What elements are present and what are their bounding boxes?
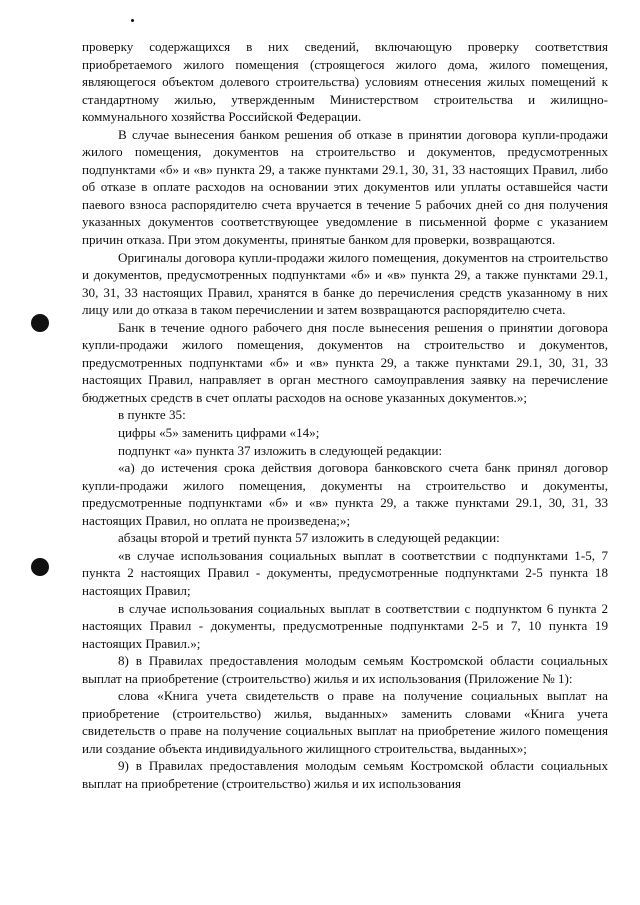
paragraph-2: В случае вынесения банком решения об отказе в принятии договора купли-продажи жилого помещения, документов на строительство и документов, предусмотренных подпунктами «б» и «в» пункта 29, а также пунктами 29.1, 30, 31, 33 настоящих Правил, либо об отказе в оплате расходов на основании этих документов или уплаты оставшейся части паевого взноса распорядителю счета вручается в течение 5 рабочих дней со дня получения указанных документов соответствующее уведомление в письменной форме с указанием причин отказа. При этом документы, принятые банком для проверки, возвращаются. — [82, 126, 608, 248]
document-body — [82, 38, 608, 793]
paragraph-14: 9) в Правилах предоставления молодым семьям Костромской области социальных выплат на приобретение (строительство) жилья и их использования — [82, 758, 608, 791]
punch-hole-top — [31, 314, 49, 332]
paragraph-11: в случае использования социальных выплат в соответствии с подпунктом 6 пункта 2 настоящих Правил - документы, предусмотренные подпунктами 2-5 и 7, 10 пункта 19 настоящих Правил.»; — [82, 600, 608, 651]
paragraph-6: цифры «5» заменить цифрами «14»; — [118, 425, 320, 441]
paragraph-9: абзацы второй и третий пункта 57 изложить в следующей редакции: — [118, 530, 500, 546]
paragraph-1: проверку содержащихся в них сведений, включающую проверку соответствия приобретаемого жилого помещения (строящегося жилого дома, жилого помещения, являющегося объектом долевого строительства) условиям отнесения жилых помещений к стандартному жилью, утвержденным Министерством строительства и жилищно-коммунального хозяйства Российской Федерации. — [82, 39, 608, 125]
punch-hole-bottom — [31, 558, 49, 576]
paragraph-4: Банк в течение одного рабочего дня после вынесения решения о принятии договора купли-продажи жилого помещения, документов на строительство и документов, предусмотренных подпунктами «б» и «в» пункта 29, а также пунктами 29.1, 30, 31, 33 настоящих Правил, направляет в орган местного самоуправления заявку на перечисление бюджетных средств в счет оплаты расходов на основе указанных документов.»; — [82, 319, 608, 405]
paragraph-12: 8) в Правилах предоставления молодым семьям Костромской области социальных выплат на приобретение (строительство) жилья и их использования (Приложение № 1): — [82, 653, 608, 686]
paragraph-7: подпункт «а» пункта 37 изложить в следующей редакции: — [118, 442, 443, 458]
paragraph-3: Оригиналы договора купли-продажи жилого помещения, документов на строительство и документов, предусмотренных подпунктами «б» и «в» пункта 29, а также пунктами 29.1, 30, 31, 33 настоящих Правил, хранятся в банке до перечисления средств указанному в них лицу или до отказа в таком перечислении и затем возвращаются распорядителю счета. — [82, 249, 608, 318]
scan-speck — [131, 19, 134, 22]
paragraph-5: в пункте 35: — [118, 407, 186, 423]
paragraph-8: «а) до истечения срока действия договора банковского счета банк принял договор купли-продажи жилого помещения, документы на строительство и документы, предусмотренные подпунктами «б» и «в» пункта 29, а также пунктами 29.1, 30, 31, 33 настоящих Правил, но оплата не произведена;»; — [82, 460, 608, 528]
paragraph-13: слова «Книга учета свидетельств о праве на получение социальных выплат на приобретение (строительство) жилья, выданных» заменить словами «Книга учета свидетельств о праве на получение социальных выплат на приобретение жилого помещения или создание объекта индивидуального жилищного строительства, выданных»; — [82, 688, 608, 756]
paragraph-10: «в случае использования социальных выплат в соответствии с подпунктами 1-5, 7 пункта 2 настоящих Правил - документы, предусмотренные подпунктами 2-5 пункта 18 настоящих Правил; — [82, 547, 608, 598]
